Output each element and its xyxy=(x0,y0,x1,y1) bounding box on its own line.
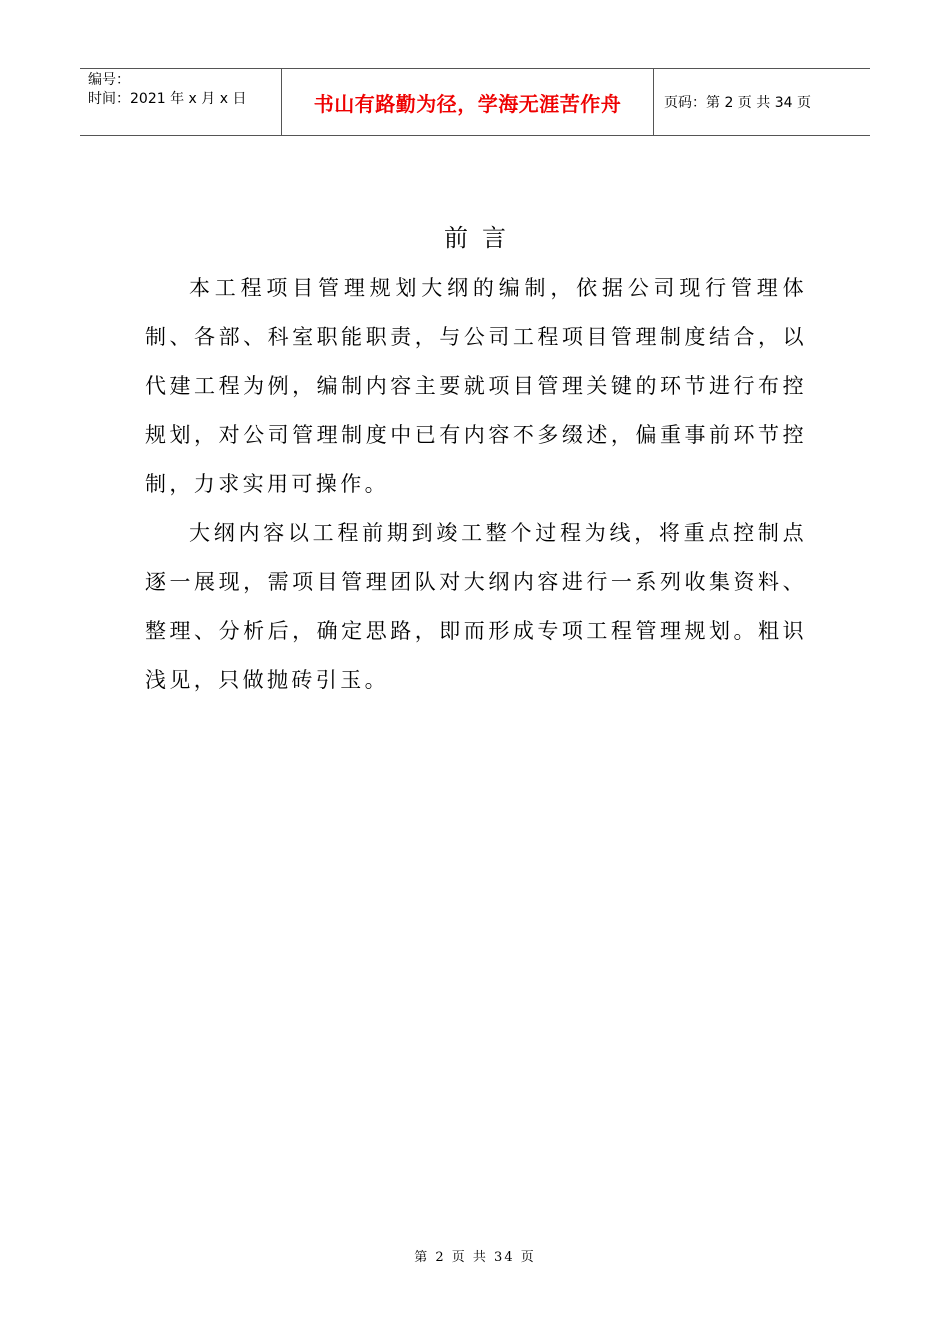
header-page-info: 页码：第 2 页 共 34 页 xyxy=(664,95,811,111)
document-number-label: 编号： xyxy=(88,72,130,88)
paragraph: 本工程项目管理规划大纲的编制，依据公司现行管理体制、各部、科室职能职责，与公司工程项目管理制度结合，以代建工程为例，编制内容主要就项目管理关键的环节进行布控规划，对公司管理制度中已有内容不多缀述，偏重事前环节控制，力求实用可操作。 xyxy=(145,276,807,496)
page-footer: 第 2 页 共 34 页 xyxy=(414,1250,536,1265)
header-motto: 书山有路勤为径，学海无涯苦作舟 xyxy=(282,69,654,135)
header-meta xyxy=(80,69,282,135)
document-date: 时间：2021 年 x 月 x 日 xyxy=(88,91,247,107)
document-body xyxy=(145,264,807,705)
page-header xyxy=(80,68,870,136)
document-title: 前言 xyxy=(444,224,520,252)
paragraph: 大纲内容以工程前期到竣工整个过程为线，将重点控制点逐一展现，需项目管理团队对大纲内容进行一系列收集资料、整理、分析后，确定思路，即而形成专项工程管理规划。粗识浅见，只做抛砖引玉。 xyxy=(145,521,807,692)
